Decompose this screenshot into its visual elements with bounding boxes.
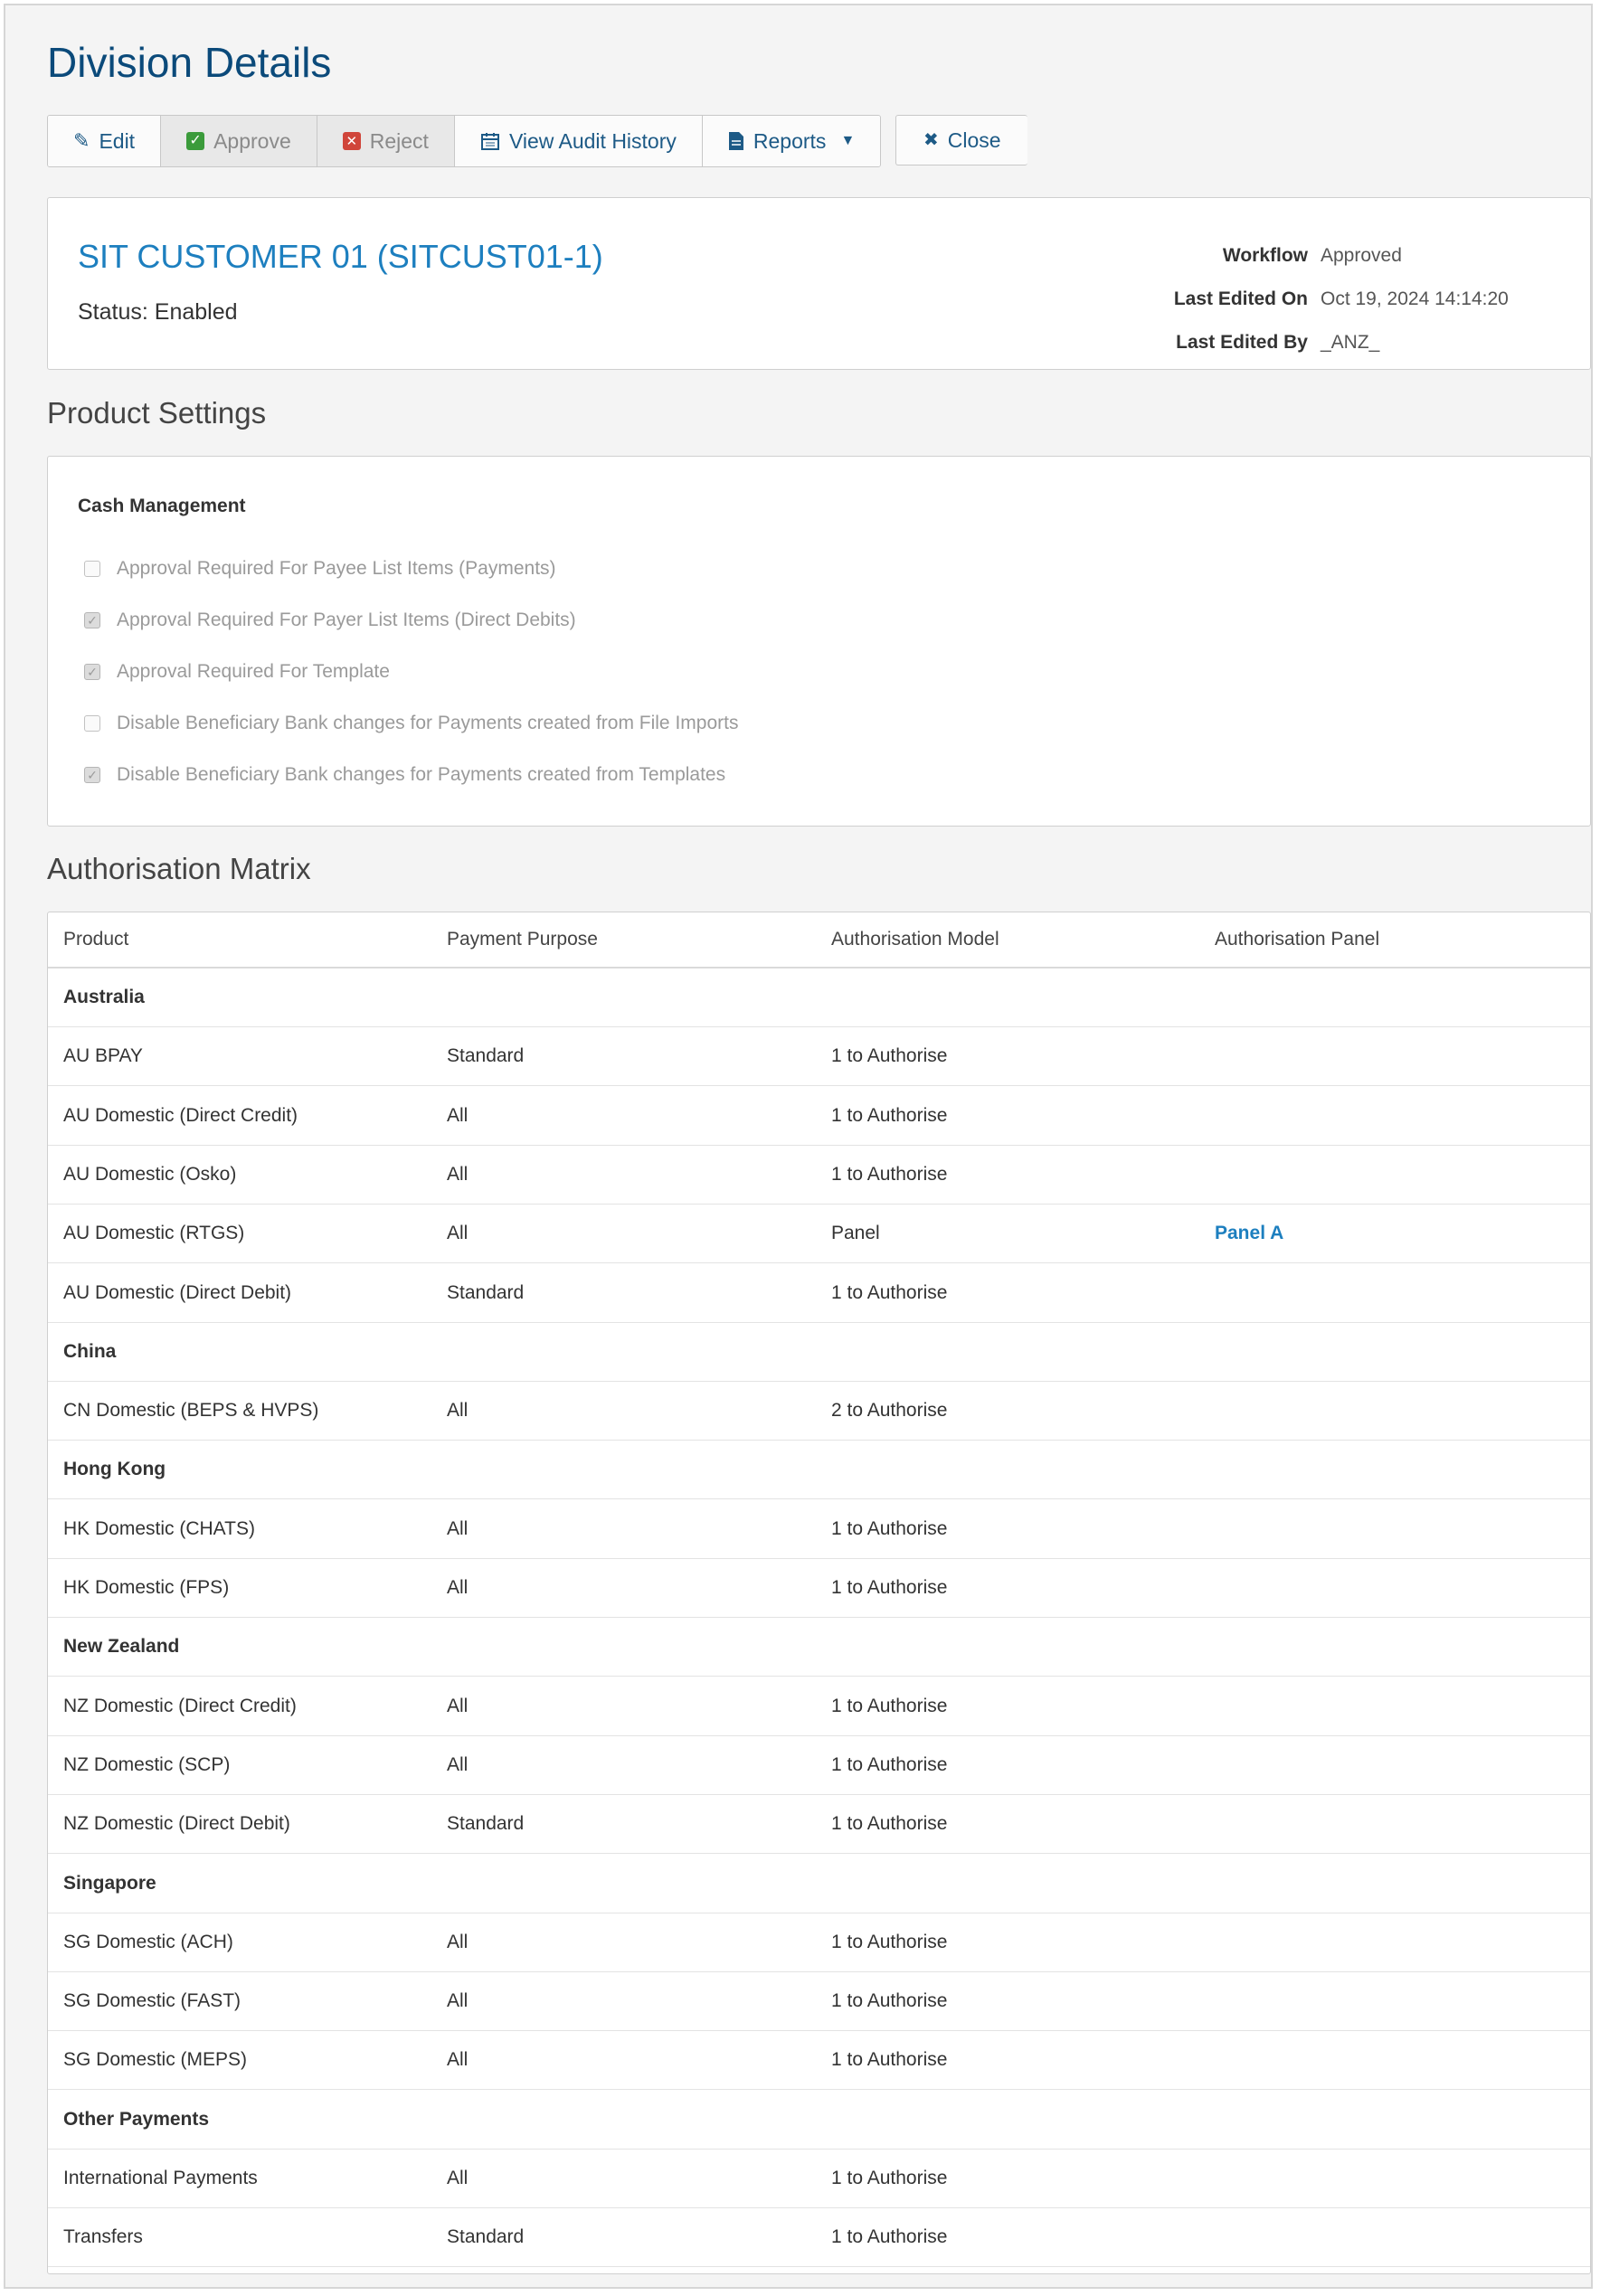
authorisation-model-cell: 1 to Authorise <box>831 1104 948 1126</box>
table-row <box>48 2150 1590 2208</box>
checkbox-checked[interactable]: ✓ <box>84 767 100 783</box>
product-cell: International Payments <box>63 2168 258 2188</box>
authorisation-model-cell: 1 to Authorise <box>831 2049 948 2071</box>
product-cell: NZ Domestic (Direct Credit) <box>63 1695 297 1716</box>
authorisation-matrix-title: Authorisation Matrix <box>47 852 311 885</box>
check-icon: ✓ <box>186 132 204 150</box>
column-header-product: Product <box>63 929 129 950</box>
setting-option-label: Approval Required For Template <box>117 661 390 682</box>
checkbox-unchecked[interactable] <box>84 715 100 732</box>
product-cell: SG Domestic (MEPS) <box>63 2049 248 2071</box>
table-header <box>48 912 1590 968</box>
group-row <box>48 1855 1590 1913</box>
authorisation-model-cell: 1 to Authorise <box>831 1931 948 1952</box>
payment-purpose-cell: All <box>447 1163 469 1185</box>
product-cell: SG Domestic (FAST) <box>63 1990 241 2012</box>
authorisation-model-cell: 1 to Authorise <box>831 1695 948 1716</box>
x-box-icon: ✕ <box>343 132 361 150</box>
group-label: New Zealand <box>63 1636 180 1658</box>
authorisation-model-cell: 1 to Authorise <box>831 1045 948 1067</box>
setting-option <box>84 713 738 734</box>
meta-row-edited-by <box>1140 321 1538 364</box>
setting-option <box>84 609 576 631</box>
table-row <box>48 1972 1590 2031</box>
edit-icon: ✎ <box>73 129 90 152</box>
authorisation-model-cell: 1 to Authorise <box>831 1753 948 1775</box>
payment-purpose-cell: All <box>447 1695 469 1716</box>
last-edited-by-label: Last Edited By <box>1176 332 1308 353</box>
table-row <box>48 1795 1590 1854</box>
last-edited-by-value: _ANZ_ <box>1321 332 1380 353</box>
payment-purpose-cell: All <box>447 2168 469 2188</box>
payment-purpose-cell: All <box>447 1517 469 1539</box>
toolbar <box>47 115 1027 167</box>
authorisation-model-cell: Panel <box>831 1223 880 1244</box>
column-header-authorisation-model: Authorisation Model <box>831 929 999 950</box>
close-icon: ✖ <box>923 130 939 150</box>
product-cell: AU Domestic (RTGS) <box>63 1223 245 1244</box>
authorisation-model-cell: 1 to Authorise <box>831 1577 948 1598</box>
payment-purpose-cell: Standard <box>447 1281 525 1303</box>
reject-button[interactable] <box>317 116 455 166</box>
edit-button[interactable] <box>48 116 161 166</box>
view-audit-history-button[interactable] <box>455 116 703 166</box>
product-cell: CN Domestic (BEPS & HVPS) <box>63 1400 319 1422</box>
authorisation-model-cell: 1 to Authorise <box>831 1990 948 2012</box>
setting-option-label: Disable Beneficiary Bank changes for Payments created from File Imports <box>117 713 739 733</box>
workflow-value: Approved <box>1321 245 1402 266</box>
setting-option-label: Approval Required For Payer List Items (Direct Debits) <box>117 609 576 630</box>
table-row <box>48 1736 1590 1795</box>
group-label: Other Payments <box>63 2108 210 2130</box>
payment-purpose-cell: Standard <box>447 1813 525 1835</box>
product-cell: SG Domestic (ACH) <box>63 1931 233 1952</box>
authorisation-model-cell: 1 to Authorise <box>831 1813 948 1835</box>
last-edited-on-label: Last Edited On <box>1173 288 1308 309</box>
table-row <box>48 1146 1590 1205</box>
customer-title: SIT CUSTOMER 01 (SITCUST01-1) <box>78 238 603 275</box>
product-settings-title: Product Settings <box>47 396 267 430</box>
authorisation-model-cell: 1 to Authorise <box>831 1163 948 1185</box>
payment-purpose-cell: All <box>447 1931 469 1952</box>
panel-link[interactable]: Panel A <box>1215 1223 1284 1244</box>
approve-button[interactable] <box>161 116 317 166</box>
payment-purpose-cell: All <box>447 1753 469 1775</box>
product-cell: HK Domestic (CHATS) <box>63 1517 255 1539</box>
authorisation-model-cell: 2 to Authorise <box>831 1400 948 1422</box>
payment-purpose-cell: All <box>447 1577 469 1598</box>
last-edited-on-value: Oct 19, 2024 14:14:20 <box>1321 288 1509 309</box>
table-row <box>48 1500 1590 1559</box>
table-row <box>48 1205 1590 1263</box>
approve-button-label: Approve <box>213 128 291 153</box>
document-icon <box>728 131 744 151</box>
group-label: China <box>63 1340 117 1362</box>
payment-purpose-cell: All <box>447 2049 469 2071</box>
product-settings-card <box>47 456 1591 827</box>
checkbox-unchecked[interactable] <box>84 561 100 577</box>
authorisation-model-cell: 1 to Authorise <box>831 1517 948 1539</box>
workflow-label: Workflow <box>1222 245 1308 266</box>
page-frame <box>4 4 1593 2289</box>
group-row <box>48 2091 1590 2150</box>
authorisation-model-cell: 1 to Authorise <box>831 1281 948 1303</box>
product-cell: NZ Domestic (SCP) <box>63 1753 231 1775</box>
close-button-label: Close <box>947 128 1001 152</box>
column-header-payment-purpose: Payment Purpose <box>447 929 598 950</box>
checkbox-checked[interactable]: ✓ <box>84 612 100 628</box>
authorisation-matrix-table <box>47 912 1591 2274</box>
payment-purpose-cell: All <box>447 1990 469 2012</box>
payment-purpose-cell: All <box>447 1223 469 1244</box>
status-text: Status: Enabled <box>78 299 238 325</box>
meta-row-edited-on <box>1140 278 1538 321</box>
group-label: Singapore <box>63 1872 156 1894</box>
group-row <box>48 1323 1590 1382</box>
table-row <box>48 1913 1590 1972</box>
cash-management-title: Cash Management <box>78 496 246 516</box>
product-cell: Transfers <box>63 2226 143 2248</box>
setting-option-label: Disable Beneficiary Bank changes for Payments created from Templates <box>117 764 726 785</box>
product-cell: HK Domestic (FPS) <box>63 1577 230 1598</box>
meta-info <box>1140 234 1538 364</box>
payment-purpose-cell: All <box>447 1400 469 1422</box>
product-cell: AU BPAY <box>63 1045 143 1067</box>
group-row <box>48 1618 1590 1677</box>
division-info-card <box>47 197 1591 370</box>
meta-row-workflow <box>1140 234 1538 278</box>
payment-purpose-cell: Standard <box>447 2226 525 2248</box>
column-header-authorisation-panel: Authorisation Panel <box>1215 929 1380 950</box>
setting-option <box>84 764 725 786</box>
group-label: Hong Kong <box>63 1459 166 1480</box>
authorisation-model-cell: 1 to Authorise <box>831 2226 948 2248</box>
checkbox-checked[interactable]: ✓ <box>84 664 100 680</box>
reports-dropdown-button[interactable] <box>703 116 880 166</box>
setting-option <box>84 661 390 683</box>
product-cell: AU Domestic (Direct Debit) <box>63 1281 292 1303</box>
action-button-group <box>47 115 881 167</box>
view-audit-history-label: View Audit History <box>508 128 677 153</box>
page-title: Division Details <box>47 39 332 86</box>
caret-down-icon: ▼ <box>840 133 856 148</box>
product-cell: NZ Domestic (Direct Debit) <box>63 1813 290 1835</box>
table-row <box>48 1382 1590 1441</box>
product-cell: AU Domestic (Direct Credit) <box>63 1104 298 1126</box>
table-row <box>48 2031 1590 2090</box>
group-row <box>48 1441 1590 1499</box>
product-cell: AU Domestic (Osko) <box>63 1163 237 1185</box>
calendar-icon <box>480 131 500 151</box>
payment-purpose-cell: Standard <box>447 1045 525 1067</box>
setting-option-label: Approval Required For Payee List Items (Payments) <box>117 558 556 579</box>
reject-button-label: Reject <box>369 128 429 153</box>
group-label: Australia <box>63 987 145 1007</box>
edit-button-label: Edit <box>99 128 136 153</box>
close-button[interactable] <box>895 115 1027 165</box>
table-row <box>48 1559 1590 1618</box>
table-row <box>48 1264 1590 1323</box>
setting-option <box>84 558 556 580</box>
table-row <box>48 1027 1590 1086</box>
table-row <box>48 1087 1590 1146</box>
payment-purpose-cell: All <box>447 1104 469 1126</box>
authorisation-model-cell: 1 to Authorise <box>831 2168 948 2188</box>
table-row <box>48 1677 1590 1736</box>
reports-button-label: Reports <box>753 128 827 153</box>
group-row <box>48 968 1590 1027</box>
table-row <box>48 2208 1590 2267</box>
